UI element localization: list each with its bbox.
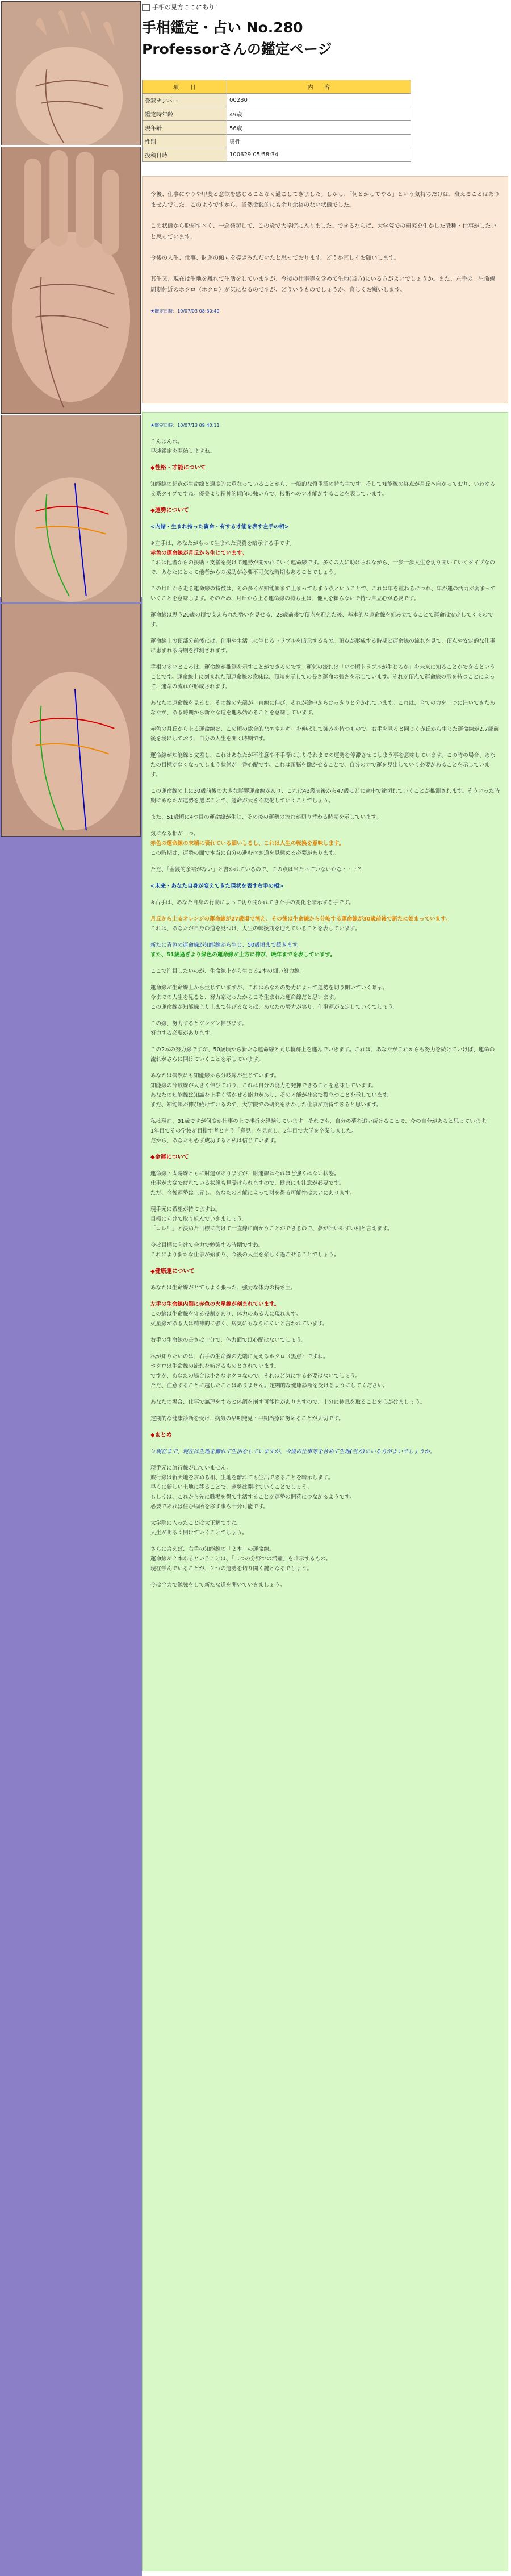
section-heading-personality: ◆性格・才能について — [150, 465, 206, 471]
section-text: 運命線・太陽線ともに財運がありますが、財運線はそれほど強くはない状態。 仕事が大変で疲れている状態も見受けられますので、健康にも注意が必要です。 ただ、今後運勢は上昇し、あなたの才能によって財を得る可能性は大いにあります。 — [150, 1171, 355, 1196]
reading-reply — [142, 412, 508, 2571]
section-text: この線、努力するとグングン伸びます。 努力する必要があります。 — [150, 1021, 248, 1037]
section-text: ※右手は、あなた自身の行動によって切り開かれてきた手の変化を暗示する手です。 — [150, 900, 354, 906]
title-line-1: 手相鑑定・占い No.280 — [142, 19, 303, 36]
table-row — [143, 121, 411, 135]
palm-photo-left-hand[interactable] — [1, 1, 141, 145]
table-row — [143, 148, 411, 162]
section-text: この月丘から走る運命線の特徴は、その多くが知能線まで止まってしまう点ということで、これは年を重ねるにつれ、年が運の活力が弱まっていくことを意味します。そのため、月丘から上る運命線の持ち主は、他人を頼らないで持つ自立心が必要です。 — [150, 586, 496, 602]
row-key: 投稿日時 — [143, 148, 227, 162]
section-text: 運命線が生命線上から生じていますが、これはあなたの努力によって運勢を切り開いていく暗示。 今までの人生を見ると、努力家だったからこそ生まれた運命線だと思います。 この運命線が知能線より上まで伸びるならば、あなたの努力が実り、仕事運が安定していくでしょう。 — [150, 985, 399, 1010]
left-sidebar-background — [0, 597, 142, 2576]
section-text: この運命線の上に30歳前後の大きな影響運命線があり、これは43歳前後から47歳ほどに途中で途切れていくことが推測されます。そういった時期にあなたが運勢を選ぶことで、運命が大きく変化していくことでしょう。 — [150, 788, 500, 804]
palm-photo-right-hand[interactable] — [1, 147, 141, 414]
subheading-left-hand: <内緒・生まれ持った資命・有する才能を表す左手の相> — [150, 524, 289, 530]
consult-date: ★鑑定日時：10/07/03 08:30:40 — [150, 309, 220, 314]
summary-quote: ＞現在まで、現在は生地を離れて生活をしていますが、今後の仕事等を含めて生地(当方)にいる方がよいでしょうか。 — [150, 1449, 435, 1455]
title-line-2: Professorさんの鑑定ページ — [142, 41, 332, 57]
column-header-item: 項 目 — [143, 80, 227, 94]
section-heading-fortune: ◆運勢について — [150, 507, 189, 514]
section-text: さらに言えば、右手の知能線の「２本」の運命線。 運命線が２本あるということは、「二つの分野での活躍」を暗示するもの。 現在学んでいることが、２つの運勢を切り開く鍵となるでしょう。 — [150, 1546, 331, 1572]
page-title — [142, 17, 332, 60]
section-text: 私は現在、31歳ですが何度か仕事の上で挫折を経験しています。それでも、自分の夢を追い続けることで、今の自分があると思っています。 1年目でその学校が目指す者と言う「意見」を見直し、2年目で大学を卒業しました。 だから、あなたも必ず成功すると私は信じています。 — [150, 1118, 491, 1144]
row-value: 00280 — [227, 94, 411, 107]
section-text: 右手の生命線の長さは十分で、体力面では心配はないでしょう。 — [150, 1337, 307, 1343]
section-text: 運命線が知能線と交差し、これはあなたが不注意や不手際によりそれまでの運勢を停滞させてしまう事を意味しています。この時の場合、あなたの目標がなくなってしまう状態が一番心配です。これは頭脳を働かせることで、自分の力で運を見出していく必要があることを示しています。 — [150, 752, 496, 778]
reply-date: ★鑑定日時：10/07/13 09:40:11 — [150, 423, 220, 428]
section-text: あなたは生命線がとてもよく張った、強力な体力の持ち主。 — [150, 1285, 296, 1291]
section-text: 左手の生命線内側に赤色の火星線が刻まれています。 この線は生命線を守る役割があり、体力のある人に現れます。 火星線がある人は精神的に強く、病気にもなりにくいと言われています。 — [150, 1301, 328, 1327]
section-text: ※左手は、あなたがもって生まれた資質を暗示する手です。 赤色の運命線が月丘から生じています。 これは他者からの援助・支援を受けて運勢が開かれていく運命線です。多くの人に助けられながら、一歩一歩人生を切り開いていくタイプなので、あなたにとって他者からの援助が必要不可欠な時期もあることでしょう。 — [150, 540, 495, 576]
section-heading-health: ◆健康運について — [150, 1268, 195, 1275]
section-heading-summary: ◆まとめ — [150, 1432, 172, 1438]
info-table — [142, 80, 411, 162]
section-text: あなたの場合、仕事で無理をすると体調を崩す可能性がありますので、十分に休息を取ることを心がけましょう。 — [150, 1399, 426, 1405]
section-text: あなたは偶然にも知能線から分岐線が生じています。 知能線の分岐線が大きく伸びており、これは自分の能力を発揮できることを意味しています。 あなたの知能線は知識を上手く活かせる能力があり、その才能が社会で役立つことを示しています。 まだ、知能線が伸び続けているので、大学院での研究を活かした仕事が期待できると思います。 — [150, 1073, 393, 1108]
consultation-message — [142, 176, 508, 403]
row-value: 男性 — [227, 135, 411, 148]
section-text: 私が知りたいのは、右手の生命線の先端に見えるホクロ（黒点）ですね。 ホクロは生命線の流れを妨げるものとされています。 ですが、あなたの場合は小さなホクロなので、それほど気にする必要はないでしょう。 ただ、注意することに越したことはありません。定期的な健康診断を受けるようにしてください。 — [150, 1354, 388, 1389]
palm-annotated-left-hand[interactable] — [1, 415, 141, 602]
section-heading-money: ◆金運について — [150, 1154, 189, 1160]
row-key: 鑑定時年齢 — [143, 107, 227, 121]
column-header-content: 内 容 — [227, 80, 411, 94]
section-text: この2本の努力線ですが、50歳頃から新たな運命線と同じ軌跡上を進んでいきます。これは、あなたがこれからも努力を続けていけば、運命の流れがさらに開けていくことを示しています。 — [150, 1047, 495, 1063]
row-value: 100629 05:58:34 — [227, 148, 411, 162]
reply-greeting: こんばんわ。 早速鑑定を開始しますね。 — [150, 439, 216, 455]
section-text: 現手元に旅行線が出ていません。 旅行線は新天地を求める相、生地を離れても生活できることを暗示します。 早くに新しい土地に移ることで、運勢は開けていくことでしょう。 もしくは、これから先に職場を得て生活することが運勢の開花につながるようです。 必要であれば住む場所を移す事も十分可能です。 — [150, 1465, 355, 1510]
section-text: ただ、「金銭的余裕がない」と書かれているので、この点は当たっていないかな・・・？ — [150, 867, 364, 873]
section-text: 気になる相が一つ。 赤色の運命線の末端に表れている細いしるし、これは人生の転換を意味します。 この時期は、運勢の面で本当に自分の進むべき道を見極める必要があります。 — [150, 831, 345, 856]
row-key: 現年齢 — [143, 121, 227, 135]
consult-paragraph: 其生又、現在は生地を離れて生活をしていますが、今後の仕事等を含めて生地(当方)にいる方がよいでしょうか。また、左手の、生命線周期付近のホクロ（ホクロ）が気になるのですが、どういうものでしょうか。宜しくお願いします。 — [150, 276, 496, 293]
row-key: 性別 — [143, 135, 227, 148]
table-row — [143, 94, 411, 107]
section-text: 大学院に入ったことは大正解ですね。 人生が明るく開けていくことでしょう。 — [150, 1520, 248, 1536]
main-content — [142, 0, 511, 1588]
section-text: ここで注目したいのが、生命線上から生じる2本の細い努力線。 — [150, 968, 305, 975]
section-text: あなたの運命線を見ると、その線の先端が一直線に伸び、それが途中からはっきりと分かれています。これは、全ての力を一つに注いできたあなたが、ある時期から新たな道を進み始めることを意味しています。 — [150, 700, 495, 716]
left-column — [0, 0, 142, 2576]
consult-paragraph: 今後の人生、仕事、財運の傾向を導きみただいたと思っております。どうか宜しくお願いします。 — [150, 255, 400, 261]
section-text: 手相の多いところは、運命線が推測を示すことができるのです。運気の流れは「いつ頃トラブルが生じるか」を未来に知ることができるということです。運命線上に刻まれた頂運命線の意味は、頂端を示しての長さ運命の強さを示しています。それが頂点で運命線の形を持つことによって、運命の流れが形成されます。 — [150, 664, 495, 690]
section-text: 現手元に希望が持てますね。 目標に向けて取り組んでいきましょう。 「コレ！」と決めた目標に向けて一直線に向かうことができるので、夢が叶いやすい相と言えます。 — [150, 1206, 393, 1232]
section-text: また、51歳頃に4つ目の運命線が生じ、その後の運勢の流れが切り替わる時期を示しています。 — [150, 814, 382, 821]
page-header — [142, 0, 511, 77]
subheading-right-hand: <未来・あなた自身が変えてきた現状を表す右手の相> — [150, 883, 284, 889]
table-row — [143, 107, 411, 121]
row-value: 56歳 — [227, 121, 411, 135]
section-text: 定期的な健康診断を受け、病気の早期発見・早期治療に努めることが大切です。 — [150, 1416, 344, 1422]
row-key: 登録ナンバー — [143, 94, 227, 107]
row-value: 49歳 — [227, 107, 411, 121]
section-text: 今は目標に向けて全力で勉強する時期ですね。 これにより新たな仕事が始まり、今後の人生を楽しく過ごせることでしょう。 — [150, 1242, 340, 1258]
breadcrumb[interactable] — [142, 2, 221, 11]
section-text: 赤色の月丘から上る運命線は、この頃の総合的なエネルギーを伸ばして強みを持つもので、右手を見ると同じく赤丘から生じた運命線が2.7歳前後を境にしており、自分の人生を開く時期です。 — [150, 726, 499, 742]
table-row — [143, 135, 411, 148]
section-text: 知能線の起点が生命線と適度的に重なっていることから、一般的な慎重派の持ち主です。そして知能線の終点が月丘へ向かっており、いわゆる文系タイプですね。優美より精神的傾向の強い方で、技術へのア才能がすることを表しています。 — [150, 481, 496, 497]
section-text: 新たに青色の運命線が知能線から生じ、50歳頃まで続きます。 また、51歳過ぎより緑色の運命線が上方に伸び、晩年までを表しています。 — [150, 942, 336, 958]
palm-annotated-right-hand[interactable] — [1, 604, 141, 837]
section-text: 運命線上の頂部分前後には、仕事や生活上に生じるトラブルを暗示するもの。頂点が形成する時期と運命線の流れを見て、頂点や安定的な仕事に恵まれる時期を推測されます。 — [150, 638, 496, 654]
consult-paragraph: この状態から脱却すべく、一念発起して、この歳で大学院に入りました。できるならば、大学院での研究を生かした職種・仕事がしたいと思っています。 — [150, 223, 497, 240]
consult-paragraph: 今後、仕事にやりや甲斐と意欲を感じることなく過ごしてきました。しかし、「何とかしてやる」という気持ちだけは、衰えることはありませんでした。このようですから、当然金銭的にも余り余裕のない状態でした。 — [150, 192, 500, 209]
section-text: 今は全力で勉強をして新たな道を開いていきましょう。 — [150, 1582, 286, 1588]
section-text: 運命線は思う20歳の頃で支えられた勢いを見せる、28歳前後で頂点を迎えた後、基本的な運命線を組み立てることで運命は安定してくるのです。 — [150, 612, 493, 628]
section-text: 月丘から上るオレンジの運命線が27歳頃で消え、その後は生命線から分岐する運命線が30歳前後で新たに始まっています。 これは、あなたが自身の道を見つけ、人生の転換期を迎えていることを表しています。 — [150, 916, 451, 932]
breadcrumb-link[interactable]: 手相の見方ここにあり！ — [152, 3, 221, 11]
home-icon[interactable] — [142, 4, 150, 11]
